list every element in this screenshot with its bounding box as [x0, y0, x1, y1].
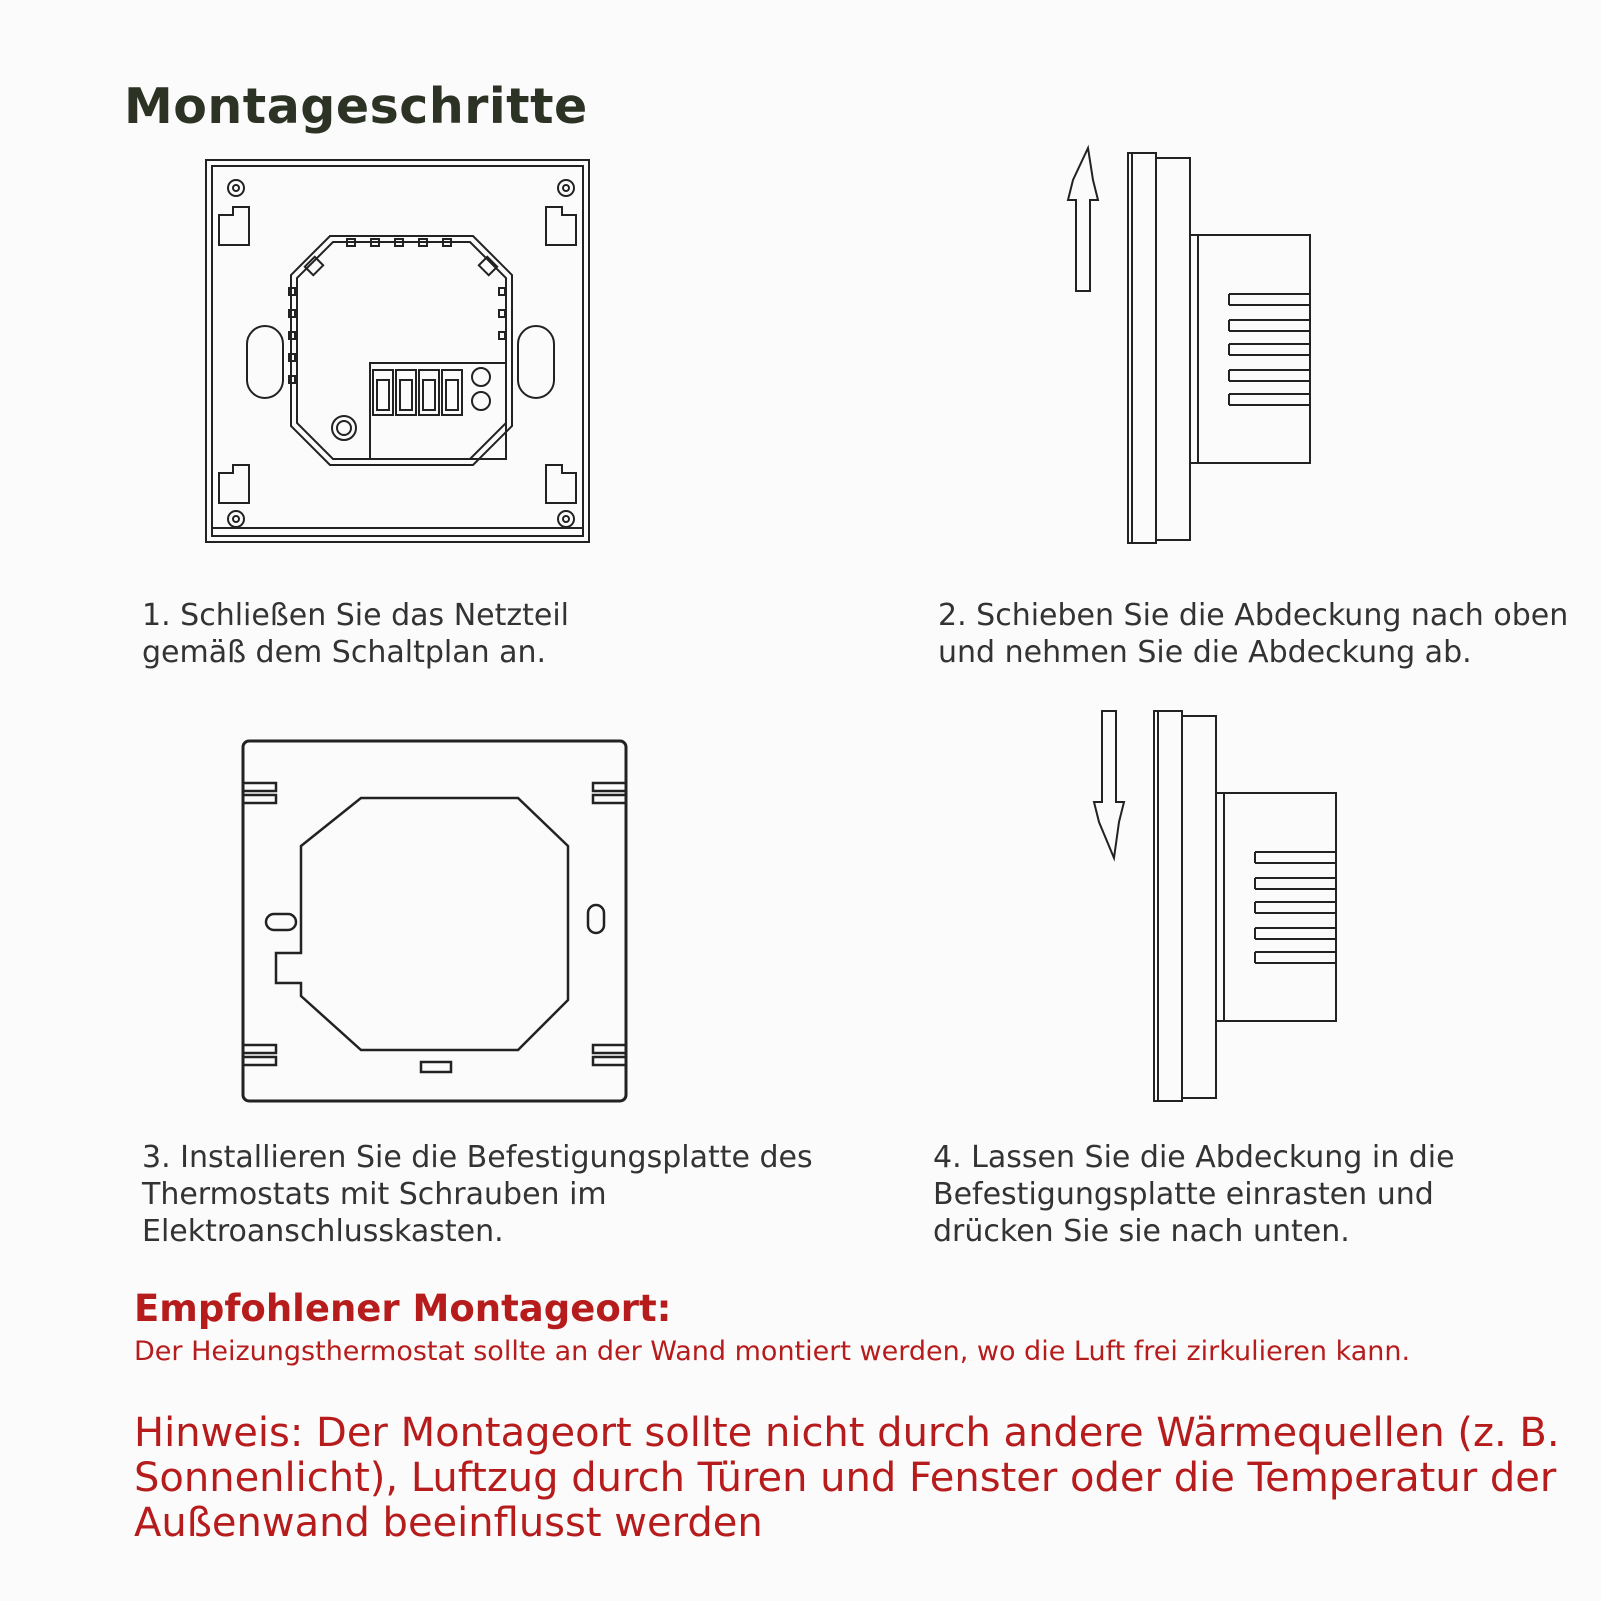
plate-cutout	[276, 798, 568, 1050]
housing-octagon-inner	[297, 242, 506, 459]
thermostat-side-up-illustration	[1068, 148, 1318, 553]
arrow-up-icon	[1068, 148, 1098, 291]
warning-note: Hinweis: Der Montageort sollte nicht durch andere Wärmequellen (z. B. Sonnenlicht), Luftzug durch Türen und Fenster oder die Temperatur der Außenwand beeinflusst werden	[134, 1410, 1560, 1546]
bottom-tab-slot	[421, 1062, 451, 1072]
recommendation-heading: Empfohlener Montageort:	[134, 1287, 672, 1330]
right-screw-slot	[588, 905, 604, 933]
back-body	[1190, 235, 1310, 463]
recommendation-text: Der Heizungsthermostat sollte an der Wand montiert werden, wo die Luft frei zirkulieren kann.	[134, 1336, 1411, 1367]
step-3-caption: 3. Installieren Sie die Befestigungsplatte des Thermostats mit Schrauben im Elektroanschlusskasten.	[142, 1140, 813, 1249]
step-2-caption: 2. Schieben Sie die Abdeckung nach oben und nehmen Sie die Abdeckung ab.	[938, 598, 1569, 670]
side-pin-icons	[289, 288, 505, 383]
back-outer-frame	[206, 160, 589, 542]
step-4-caption: 4. Lassen Sie die Abdeckung in die Befestigungsplatte einrasten und drücken Sie sie nach unten.	[933, 1140, 1455, 1249]
arrow-down-icon	[1094, 711, 1124, 858]
heat-fin-lines	[1229, 294, 1310, 405]
heat-fin-lines	[1255, 852, 1336, 963]
thermostat-back-illustration	[205, 158, 595, 548]
thermostat-side-down-illustration	[1094, 706, 1344, 1111]
housing-octagon-outer	[291, 236, 512, 465]
back-body	[1216, 793, 1336, 1021]
step-1-caption: 1. Schließen Sie das Netzteil gemäß dem Schaltplan an.	[142, 598, 570, 670]
housing-corner-tabs	[305, 257, 497, 275]
mounting-plate-edge	[1156, 158, 1190, 540]
sensor-screw-icon	[332, 416, 356, 440]
back-inner-frame	[212, 166, 583, 536]
mounting-plate-illustration	[238, 738, 633, 1108]
corner-screw-icons	[228, 180, 574, 527]
mounting-plate-edge	[1182, 716, 1216, 1098]
left-screw-slot	[266, 914, 296, 930]
page-title: Montageschritte	[124, 78, 588, 135]
